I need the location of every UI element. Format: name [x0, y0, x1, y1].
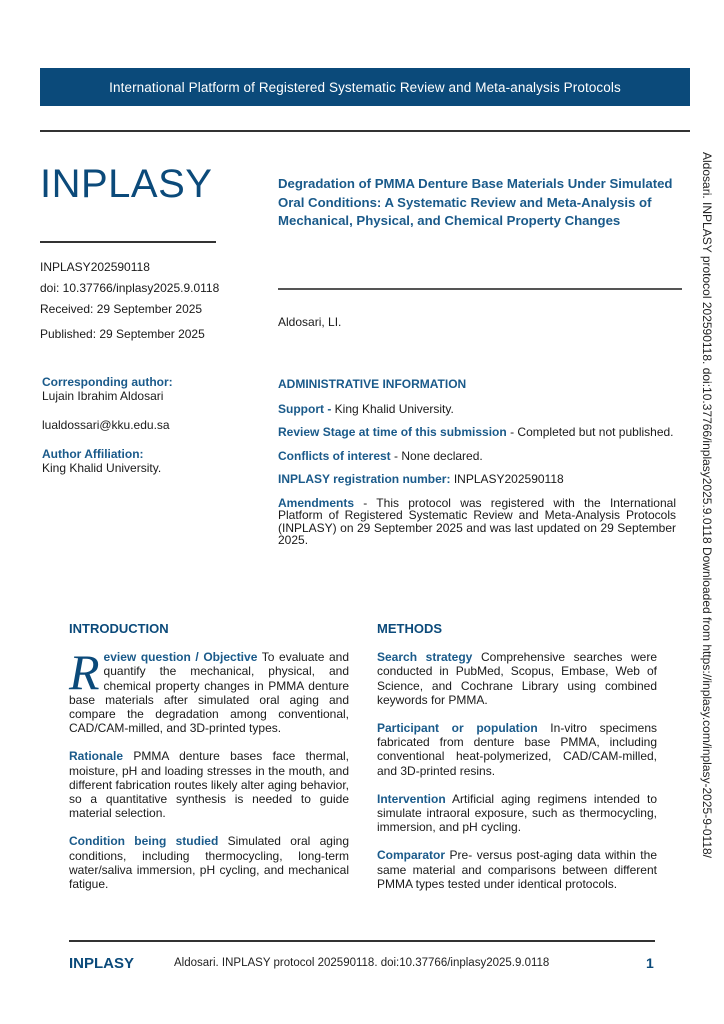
footer-logo: INPLASY: [69, 955, 135, 972]
comparator: Comparator Pre- versus post-aging data within the same material and comparisons between different PMMA types tested under identical protocols.: [377, 848, 657, 891]
condition: Condition being studied Simulated oral aging conditions, including thermocycling, long-term water/saliva immersion, pH cycling, and mechanical fatigue.: [69, 834, 349, 892]
divider: [69, 940, 655, 942]
divider: [278, 288, 682, 290]
population: Participant or population In-vitro specimens fabricated from denture base PMMA, including conventional heat-polymerized, CAD/CAM-milled, and 3D-printed resins.: [377, 721, 657, 778]
protocol-id: INPLASY202590118: [40, 260, 150, 274]
author: Aldosari, LI.: [278, 315, 342, 329]
review-question: Review question / Objective To evaluate and quantify the mechanical, physical, and chemical property changes in PMMA denture base materials after simulated oral aging and compare the degradation among conventional, CAD/CAM-milled, and 3D-printed types.: [69, 644, 349, 736]
methods-heading: METHODS: [377, 621, 442, 636]
search-strategy: Search strategy Comprehensive searches were conducted in PubMed, Scopus, Embase, Web of Science, and Cochrane Library using combined keywords for PMMA.: [377, 650, 658, 707]
corresponding-author-label: Corresponding author:: [42, 375, 173, 389]
inplasy-logo: INPLASY: [40, 162, 213, 206]
side-download-notice: Aldosari. INPLASY protocol 202590118. doi:10.37766/inplasy2025.9.0118 Downloaded from https://inplasy.com/inplasy-2025-9-0118/: [700, 152, 714, 859]
registration-number: INPLASY registration number: INPLASY202590118: [278, 472, 564, 486]
support: Support - King Khalid University.: [278, 401, 454, 416]
corresponding-author-name: Lujain Ibrahim Aldosari: [42, 389, 164, 403]
affiliation: King Khalid University.: [42, 461, 162, 475]
conflicts: Conflicts of interest - None declared.: [278, 448, 483, 463]
received-date: Received: 29 September 2025: [40, 302, 203, 316]
amendments: Amendments - This protocol was registered with the International Platform of Registered Systematic Review and Meta-Analysis Protocols (INPLASY) on 29 September 2025 and was last updated on 29 September 2025.: [278, 495, 676, 547]
introduction-section: [69, 622, 349, 905]
review-stage: Review Stage at time of this submission - Completed but not published.: [278, 425, 674, 439]
methods-section: [377, 622, 657, 905]
header-banner: [40, 68, 690, 106]
corresponding-author-email: lualdossari@kku.edu.sa: [42, 418, 170, 432]
doi: doi: 10.37766/inplasy2025.9.0118: [40, 281, 220, 295]
introduction-heading: INTRODUCTION: [69, 621, 169, 636]
paper-title: Degradation of PMMA Denture Base Materials Under Simulated Oral Conditions: A Systematic Review and Meta-Analysis of Mechanical, Physical, and Chemical Property Changes: [278, 176, 673, 228]
rationale: Rationale PMMA denture bases face thermal, moisture, pH and loading stresses in the mouth, and different fabrication routes likely alter aging behavior, so a quantitative synthesis is needed to guide material selection.: [69, 749, 349, 821]
administrative-information: [278, 378, 676, 558]
divider: [40, 130, 690, 132]
drop-cap: R: [69, 644, 100, 701]
admin-heading: ADMINISTRATIVE INFORMATION: [278, 377, 467, 391]
page-number: 1: [646, 955, 654, 971]
affiliation-label: Author Affiliation:: [42, 447, 144, 461]
footer-citation: Aldosari. INPLASY protocol 202590118. doi:10.37766/inplasy2025.9.0118: [174, 957, 550, 969]
intervention: Intervention Artificial aging regimens intended to simulate intraoral exposure, such as thermocycling, immersion, and pH cycling.: [377, 791, 657, 835]
published-date: Published: 29 September 2025: [40, 327, 205, 341]
banner-text: International Platform of Registered Systematic Review and Meta-analysis Protocols: [109, 79, 621, 95]
divider: [40, 241, 216, 243]
